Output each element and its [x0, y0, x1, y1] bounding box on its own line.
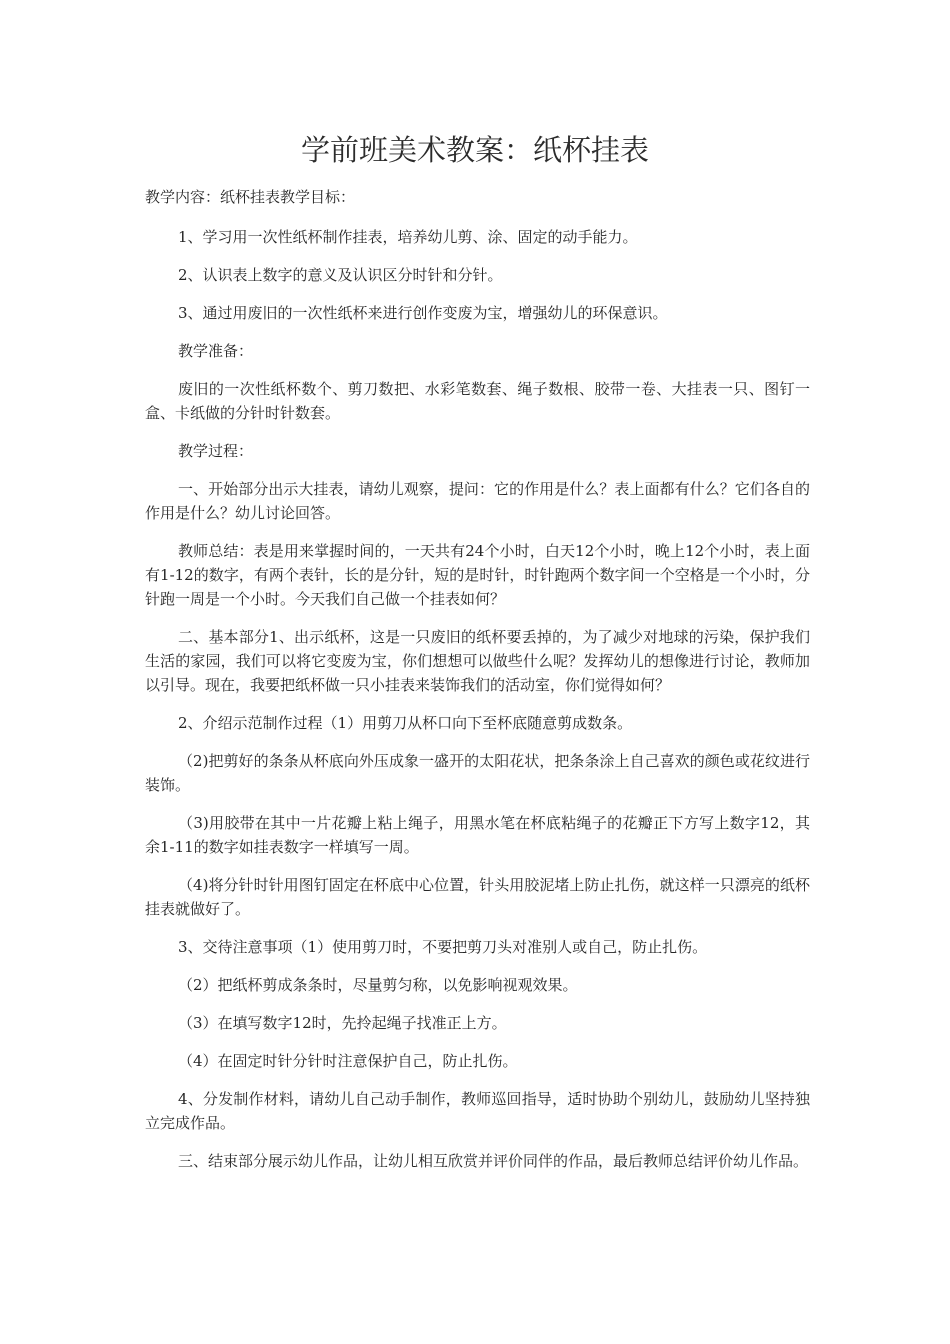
paragraph-caution-3: （3）在填写数字12时，先拎起绳子找准正上方。 [178, 1014, 507, 1032]
paragraph-teacher-summary: 教师总结：表是用来掌握时间的，一天共有24个小时，白天12个小时，晚上12个小时，表上面有1-12的数字，有两个表针，长的是分针，短的是时针，时针跑两个数字间一个空格是一个小时，分针跑一周是一个小时。今天我们自己做一个挂表如何？ [145, 542, 810, 608]
paragraph-objective-2: 2、认识表上数字的意义及认识区分时针和分针。 [178, 266, 503, 284]
paragraph-preparation: 废旧的一次性纸杯数个、剪刀数把、水彩笔数套、绳子数根、胶带一卷、大挂表一只、图钉一盒、卡纸做的分针时针数套。 [145, 380, 810, 422]
paragraph-caution-1: 3、交待注意事项（1）使用剪刀时，不要把剪刀头对准别人或自己，防止扎伤。 [178, 938, 708, 956]
paragraph-part-3: 三、结束部分展示幼儿作品，让幼儿相互欣赏并评价同伴的作品，最后教师总结评价幼儿作品。 [178, 1152, 809, 1170]
paragraph-objective-3: 3、通过用废旧的一次性纸杯来进行创作变废为宝，增强幼儿的环保意识。 [178, 304, 668, 322]
paragraph-objective-1: 1、学习用一次性纸杯制作挂表，培养幼儿剪、涂、固定的动手能力。 [178, 228, 638, 246]
paragraph-demo-step-4: （4)将分针时针用图钉固定在杯底中心位置，针头用胶泥堵上防止扎伤，就这样一只漂亮的纸杯挂表就做好了。 [145, 876, 810, 918]
paragraph-caution-4: （4）在固定时针分针时注意保护自己，防止扎伤。 [178, 1052, 518, 1070]
paragraph-demo-step-3: （3)用胶带在其中一片花瓣上粘上绳子，用黑水笔在杯底粘绳子的花瓣正下方写上数字12，其余1-11的数字如挂表数字一样填写一周。 [145, 814, 810, 856]
heading-process: 教学过程： [178, 442, 254, 460]
paragraph-part-1: 一、开始部分出示大挂表，请幼儿观察，提问：它的作用是什么？表上面都有什么？它们各自的作用是什么？幼儿讨论回答。 [145, 480, 810, 522]
paragraph-demo-step-2: （2)把剪好的条条从杯底向外压成象一盛开的太阳花状，把条条涂上自己喜欢的颜色或花纹进行装饰。 [145, 752, 810, 794]
document-title: 学前班美术教案：纸杯挂表 [300, 133, 649, 167]
intro-line: 教学内容：纸杯挂表教学目标： [145, 188, 356, 206]
heading-preparation: 教学准备： [178, 342, 254, 360]
document-body [145, 225, 810, 1187]
paragraph-distribute-materials: 4、分发制作材料，请幼儿自己动手制作，教师巡回指导，适时协助个别幼儿，鼓励幼儿坚持独立完成作品。 [145, 1090, 810, 1132]
paragraph-demo-step-1: 2、介绍示范制作过程（1）用剪刀从杯口向下至杯底随意剪成数条。 [178, 714, 633, 732]
paragraph-part-2: 二、基本部分1、出示纸杯，这是一只废旧的纸杯要丢掉的，为了减少对地球的污染，保护我们生活的家园，我们可以将它变废为宝，你们想想可以做些什么呢？发挥幼儿的想像进行讨论，教师加以引导。现在，我要把纸杯做一只小挂表来装饰我们的活动室，你们觉得如何？ [145, 628, 810, 694]
paragraph-caution-2: （2）把纸杯剪成条条时，尽量剪匀称，以免影响视观效果。 [178, 976, 578, 994]
